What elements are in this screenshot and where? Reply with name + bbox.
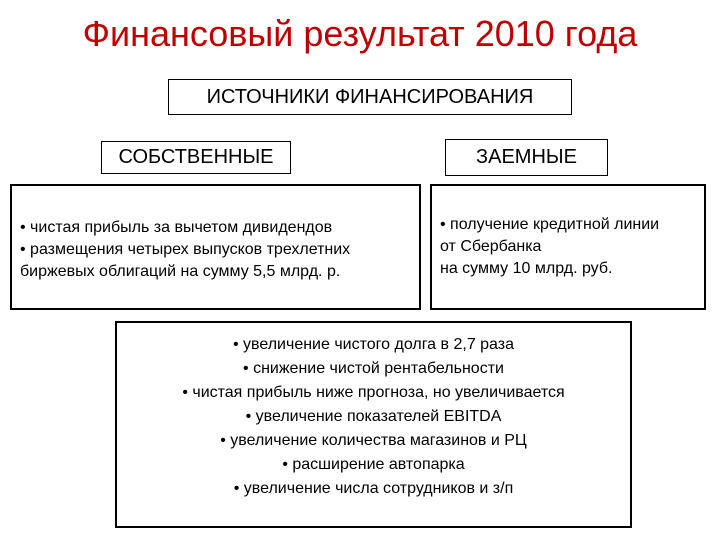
result-item: • увеличение числа сотрудников и з/п bbox=[233, 480, 514, 497]
borrowed-sources-item: на сумму 10 млрд. руб. bbox=[440, 260, 613, 277]
result-item: • увеличение количества магазинов и РЦ bbox=[220, 432, 527, 449]
own-sources-box bbox=[101, 141, 291, 174]
borrowed-sources-box bbox=[445, 139, 608, 176]
borrowed-sources-item: • получение кредитной линии bbox=[440, 216, 660, 233]
own-sources-label: СОБСТВЕННЫЕ bbox=[118, 146, 274, 168]
financing-sources-label: ИСТОЧНИКИ ФИНАНСИРОВАНИЯ bbox=[206, 85, 534, 108]
borrowed-sources-label: ЗАЕМНЫЕ bbox=[476, 146, 577, 168]
borrowed-sources-details-box bbox=[430, 184, 706, 310]
borrowed-sources-item: от Сбербанка bbox=[440, 238, 542, 255]
own-sources-item: • размещения четырех выпусков трехлетних bbox=[20, 241, 351, 258]
result-item: • увеличение показателей EBITDA bbox=[245, 408, 502, 425]
financing-sources-box bbox=[168, 79, 572, 115]
own-sources-item: биржевых облигаций на сумму 5,5 млрд. р. bbox=[20, 263, 341, 280]
result-item: • чистая прибыль ниже прогноза, но увеличивается bbox=[182, 384, 565, 401]
slide-title: Финансовый результат 2010 года bbox=[82, 13, 638, 54]
result-item: • снижение чистой рентабельности bbox=[243, 360, 504, 377]
result-item: • увеличение чистого долга в 2,7 раза bbox=[232, 336, 515, 353]
own-sources-details-box bbox=[10, 184, 421, 310]
results-box bbox=[115, 321, 632, 528]
result-item: • расширение автопарка bbox=[282, 456, 465, 473]
own-sources-item: • чистая прибыль за вычетом дивидендов bbox=[20, 219, 333, 236]
